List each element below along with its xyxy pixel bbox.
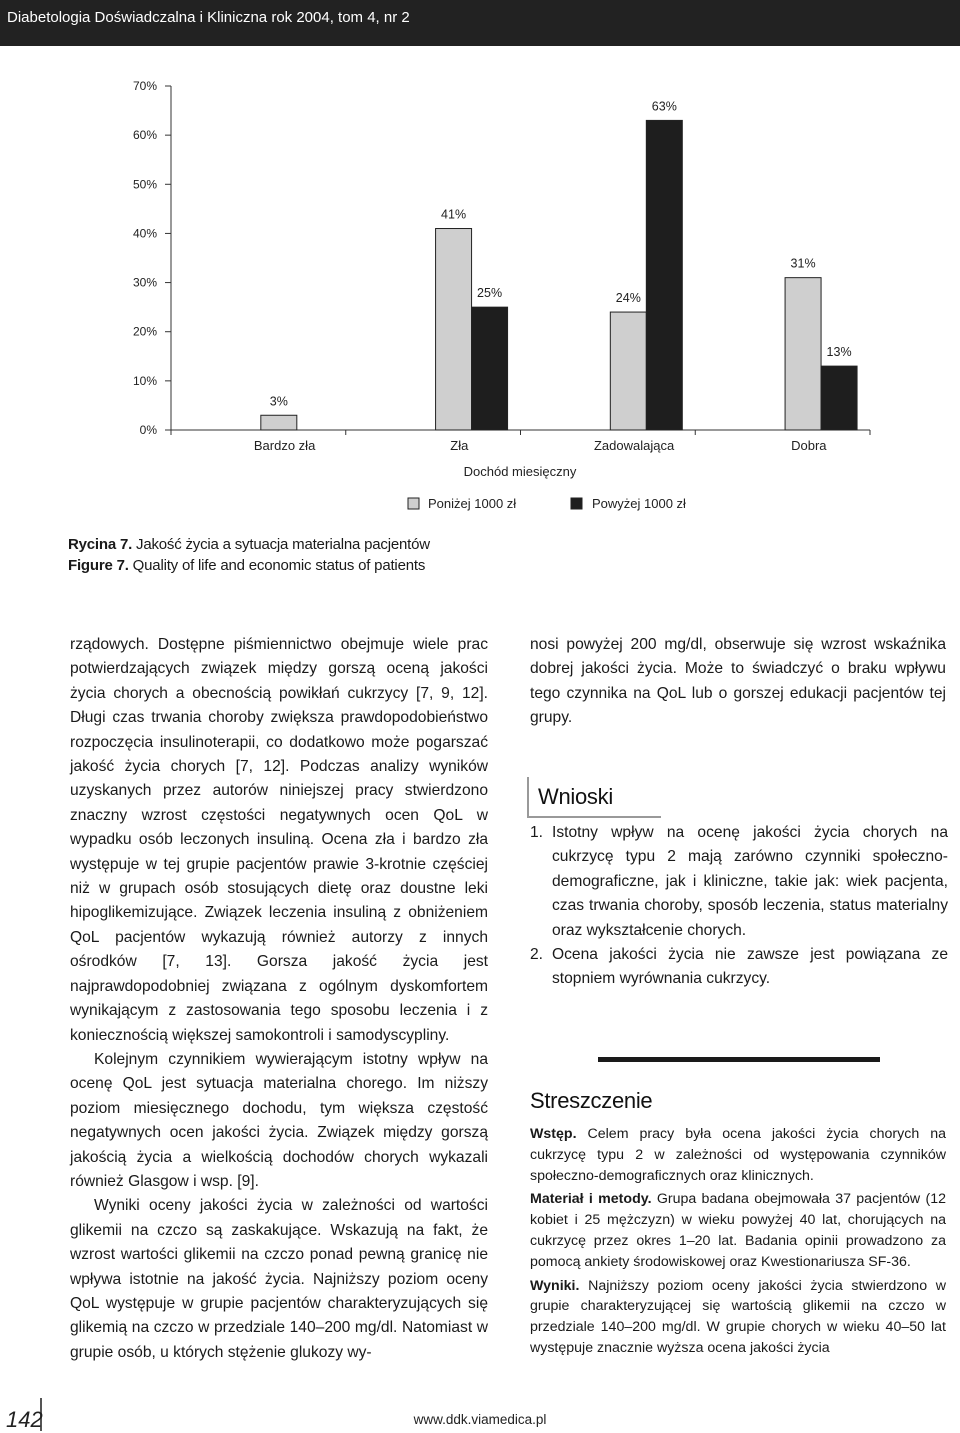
caption-pl [68, 534, 568, 555]
conclusion-item-1 [530, 821, 948, 943]
x-category-label: Zła [450, 438, 469, 453]
abstract-heading: Streszczenie [530, 1088, 653, 1113]
abstract-body [530, 1124, 946, 1362]
left-paragraph-2: Kolejnym czynnikiem wywierającym istotny wpływ na ocenę QoL jest sytuacja materialna chorego. Im niższy poziom miesięcznego dochodu, tym większa częstość negatywnych ocen jakości życia. Związek między gorszą jakością życia a wielkością dochodów chorych wykazali również Glasgow i wsp. [9]. [70, 1050, 488, 1190]
bar-value-label: 3% [269, 394, 288, 409]
y-tick-label: 50% [132, 177, 157, 192]
bar-below-1000 [785, 278, 821, 430]
x-category-label: Dobra [791, 438, 827, 453]
right-paragraph-1: nosi powyżej 200 mg/dl, obserwuje się wzrost wskaźnika dobrej jakości życia. Może to świadczyć o braku wpływu tego czynnika na QoL lub o gorszej edukacji pacjentów tej grupy. [530, 636, 946, 727]
x-category-label: Zadowalająca [593, 438, 675, 453]
abstract-results-text: Najniższy poziom oceny jakości życia stwierdzono w grupie charakteryzującej się wartością glikemii na czczo w przedziale 140–200 mg/dl. W grupie chorych w wieku 40–50 lat występuje znacznie wyższa ocena jakości życia [530, 1277, 946, 1356]
y-tick-label: 70% [132, 79, 157, 93]
bar-below-1000 [436, 229, 472, 430]
abstract-methods-label: Materiał i metody. [530, 1191, 652, 1208]
journal-issue: rok 2004, tom 4, nr 2 [267, 9, 410, 26]
y-tick-label: 30% [132, 275, 157, 290]
abstract-intro-text: Celem pracy była ocena jakości życia chorych na cukrzycę typu 2 w zależności od występowania czynników społeczno-demograficznych oraz klinicznych. [530, 1126, 946, 1184]
abstract-results [530, 1276, 946, 1359]
left-column [70, 633, 488, 1365]
left-paragraph-1: rządowych. Dostępne piśmiennictwo obejmuje wiele prac potwierdzających związek między gorszą oceną jakości życia chorych a obecnością powikłań cukrzycy [7, 9, 12]. Długi czas trwania choroby zwiększa prawdopodobieństwo rozpoczęcia insulinoterapii, co dodatkowo może pogarszać jakość życia chorych [7, 12]. Podczas analizy wyników uzyskanych przez autorów niniejszej pracy stwierdzono znaczny wzrost częstości negatywnych ocen QoL w wypadku osób leczonych insuliną. Ocena zła i bardzo zła występuje w tej grupie pacjentów prawie 3-krotnie częściej niż w grupach osób stosujących dietę oraz doustne leki hipoglikemizujące. Związek leczenia insuliną z obniżeniem QoL pacjentów wykazują również autorzy z innych ośrodków [7, 13]. Gorsza jakość życia jest najprawdopodobniej związana z ogólnym dyskomfortem wynikającym z zastosowania tego sposobu leczenia i z koniecznością większej samokontroli i samodyscypliny. [70, 636, 488, 1044]
caption-pl-text: Jakość życia a sytuacja materialna pacjentów [132, 536, 430, 553]
bar-value-label: 25% [477, 286, 503, 301]
caption-en [68, 555, 568, 576]
bar-above-1000 [646, 120, 682, 430]
conclusion-number-2: 2. [530, 946, 544, 963]
abstract-results-label: Wyniki. [530, 1277, 580, 1294]
section-divider [598, 1057, 880, 1062]
bar-value-label: 24% [615, 291, 641, 306]
legend-label-above-1000: Powyżej 1000 zł [592, 496, 686, 511]
bar-value-label: 13% [826, 345, 852, 360]
abstract-methods [530, 1189, 946, 1272]
bar-above-1000 [821, 366, 857, 430]
journal-title: Diabetologia Doświadczalna i Kliniczna [7, 9, 268, 26]
legend-swatch-below-1000 [408, 498, 419, 509]
caption-pl-label: Rycina 7. [68, 536, 133, 553]
conclusion-text-2: Ocena jakości życia nie zawsze jest powiązana ze stopniem wyrównania cukrzycy. [552, 946, 948, 988]
bar-below-1000 [261, 415, 297, 430]
figure-caption [68, 534, 568, 576]
bar-chart [0, 46, 960, 526]
caption-en-label: Figure 7. [68, 557, 129, 574]
bar-value-label: 41% [441, 207, 467, 222]
bar-below-1000 [610, 312, 646, 430]
y-tick-label: 0% [139, 423, 157, 437]
y-tick-label: 40% [132, 226, 157, 241]
x-category-label: Bardzo zła [253, 438, 316, 453]
caption-en-text: Quality of life and economic status of patients [128, 557, 426, 574]
bar-above-1000 [472, 307, 508, 430]
abstract-intro [530, 1124, 946, 1186]
conclusion-item-2 [530, 943, 948, 992]
bar-value-label: 63% [651, 99, 677, 114]
x-axis-title: Dochód miesięczny [463, 464, 577, 479]
conclusions-heading: Wnioski [538, 784, 613, 809]
bar-value-label: 31% [790, 256, 816, 271]
page-number: 142 [6, 1407, 43, 1432]
left-paragraph-3: Wyniki oceny jakości życia w zależności od wartości glikemii na czczo są zaskakujące. Wskazują na fakt, że wzrost wartości glikemii na czczo ponad pewną granicę nie wpływa istotnie na jakość życia. Najniższy poziom oceny QoL występuje w grupie pacjentów charakteryzujących się glikemią na czczo w przedziale 140–200 mg/dl. Natomiast w grupie osób, u których stężenie glukozy wy- [70, 1197, 488, 1361]
conclusion-text-1: Istotny wpływ na ocenę jakości życia chorych na cukrzycę typu 2 mają zarówno czynniki społeczno-demograficzne, jak i kliniczne, takie jak: wiek pacjenta, czas trwania choroby, sposób leczenia, status materialny oraz wykształcenie chorych. [552, 824, 948, 939]
abstract-intro-label: Wstęp. [530, 1126, 577, 1142]
journal-header [0, 0, 960, 46]
y-tick-label: 20% [132, 324, 157, 339]
y-tick-label: 60% [132, 128, 157, 143]
right-column [530, 633, 946, 731]
y-tick-label: 10% [132, 373, 157, 388]
conclusion-number-1: 1. [530, 824, 544, 841]
legend-swatch-above-1000 [571, 498, 582, 509]
footer-url: www.ddk.viamedica.pl [413, 1412, 547, 1427]
legend-label-below-1000: Poniżej 1000 zł [428, 496, 517, 511]
abstract-methods-text: Grupa badana obejmowała 37 pacjentów (12 kobiet i 25 mężczyzn) w wieku powyżej 40 lat, chorujących na cukrzycę przez okres 1–20 lat. Badania opinii prowadzono za pomocą ankiety środowiskowej oraz Kwestionariusza SF-36. [530, 1191, 946, 1270]
